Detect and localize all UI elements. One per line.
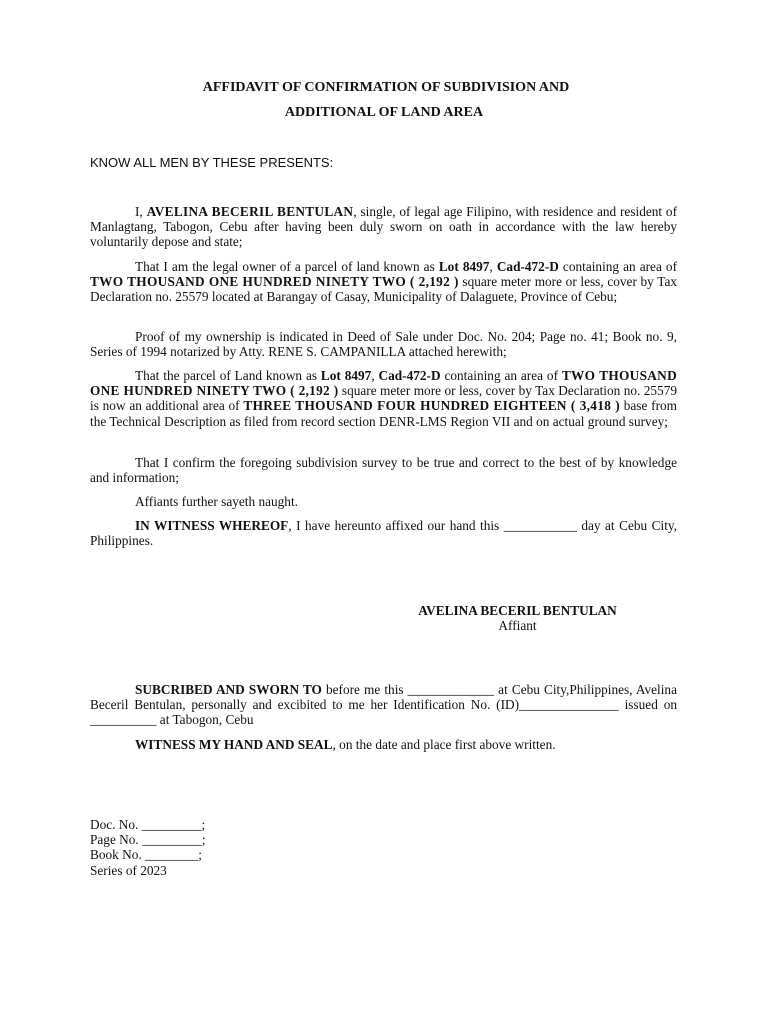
cadastral-number: Cad-472-D [378,368,441,383]
lot-number: Lot 8497 [320,368,372,383]
paragraph-subscribed-sworn: SUBCRIBED AND SWORN TO before me this _____________ at Cebu City,Philippines, Avelina Beceril Bentulan, personally and excibited to me her Identification No. (ID)_______________ issued on __________ at Tabogon, Cebu [90,682,677,728]
paragraph-ownership: That I am the legal owner of a parcel of land known as Lot 8497, Cad-472-D containing an area of TWO THOUSAND ONE HUNDRED NINETY TWO ( 2,192 ) square meter more or less, cover by Tax Declaration no. 25579 located at Barangay of Casay, Municipality of Dalaguete, Province of Cebu; [90,259,677,305]
lot-number: Lot 8497 [438,259,490,274]
additional-land-area: THREE THOUSAND FOUR HUNDRED EIGHTEEN ( 3,418 ) [243,398,620,414]
notary-register [90,817,206,878]
document-title-line-2: ADDITIONAL OF LAND AREA [284,105,484,120]
paragraph-witness-hand-seal: WITNESS MY HAND AND SEAL, on the date and place first above written. [135,737,556,752]
salutation: KNOW ALL MEN BY THESE PRESENTS: [90,155,334,170]
affiant-name-inline: AVELINA BECERIL BENTULAN [146,204,354,219]
land-area: TWO THOUSAND ONE HUNDRED NINETY TWO ( 2,192 ) [90,274,459,290]
cadastral-number: Cad-472-D [496,259,559,274]
land-area: TWO THOUSAND ONE HUNDRED NINETY TWO ( 2,192 ) [90,368,677,399]
paragraph-confirmation: That I confirm the foregoing subdivision survey to be true and correct to the best of by knowledge and information; [90,455,677,486]
notary-series: Series of 2023 [90,862,167,878]
paragraph-proof: Proof of my ownership is indicated in Deed of Sale under Doc. No. 204; Page no. 41; Book no. 9, Series of 1994 notarized by Atty. RENE S. CAMPANILLA attached herewith; [90,329,677,360]
paragraph-naught: Affiants further sayeth naught. [135,494,298,509]
document-title-line-1: AFFIDAVIT OF CONFIRMATION OF SUBDIVISION AND [202,80,570,95]
notary-page-no: Page No. _________; [90,832,206,848]
paragraph-additional-area: That the parcel of Land known as Lot 8497, Cad-472-D containing an area of TWO THOUSAND ONE HUNDRED NINETY TWO ( 2,192 ) square meter more or less, cover by Tax Declaration no. 25579 is now an additional area of THREE THOUSAND FOUR HUNDRED EIGHTEEN ( 3,418 ) base from the Technical Description as filed from record section DENR-LMS Region VII and on actual ground survey; [90,368,678,429]
signatory-role: Affiant [498,618,537,633]
signatory-name: AVELINA BECERIL BENTULAN [418,603,617,618]
notary-book-no: Book No. ________; [90,847,202,863]
paragraph-witness-whereof: IN WITNESS WHEREOF, I have hereunto affixed our hand this ___________ day at Cebu City, Philippines. [90,518,677,549]
paragraph-affiant-identity: I, AVELINA BECERIL BENTULAN, single, of legal age Filipino, with residence and resident of Manlagtang, Tabogon, Cebu after having been duly sworn on oath in accordance with the law hereby voluntarily depose and state; [90,204,677,250]
notary-doc-no: Doc. No. _________; [90,817,206,832]
